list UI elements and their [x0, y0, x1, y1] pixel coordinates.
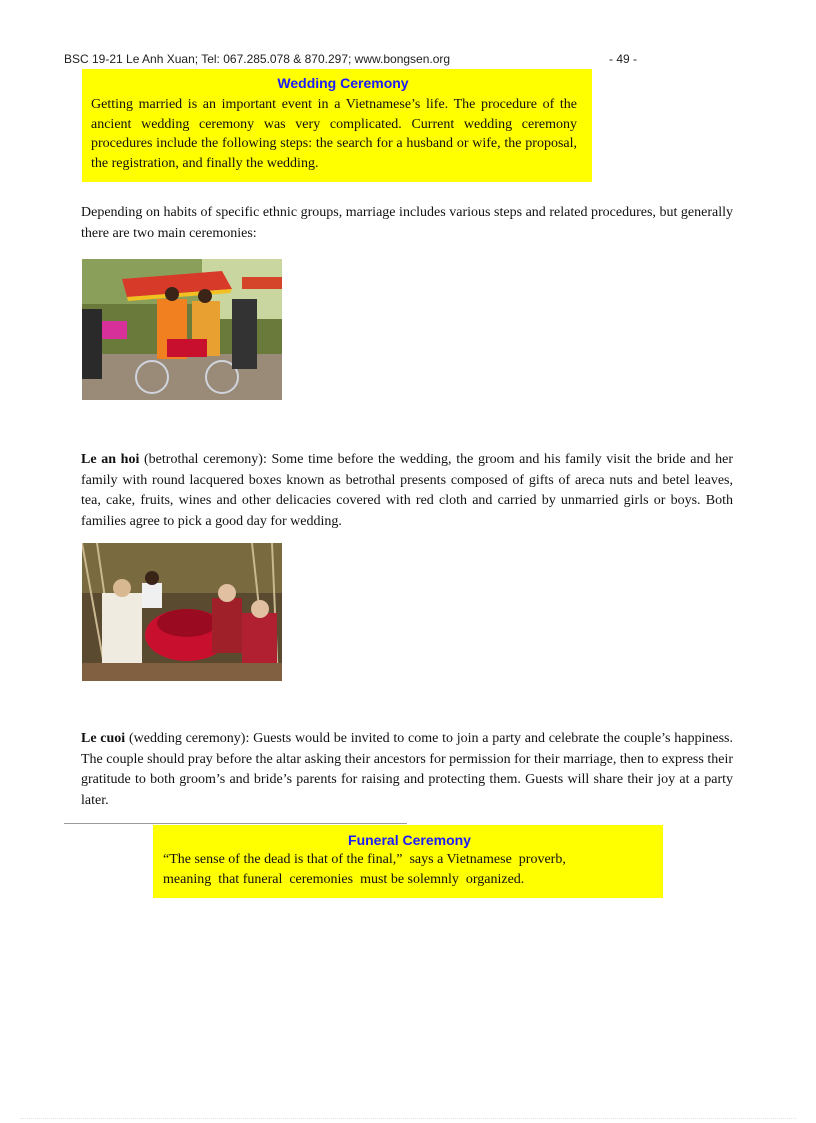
betrothal-gifts-image [82, 543, 282, 681]
page-bottom-border [20, 1118, 796, 1119]
betrothal-paragraph [81, 450, 733, 532]
betrothal-gifts-photo [82, 543, 282, 681]
betrothal-text: (betrothal ceremony): Some time before the wedding, the groom and his family visit the bride and her family with round lacquered boxes known as betrothal presents composed of gifts of areca nuts and betel leaves, tea, cake, fruits, wines and other delicacies covered with red cloth and carried by unmarried girls or boys. Both families agree to pick a good day for wedding. [81, 452, 734, 529]
intro-paragraph: Depending on habits of specific ethnic groups, marriage includes various steps and related procedures, but generally there are two main ceremonies: [81, 205, 733, 241]
wedding-ceremony-title: Wedding Ceremony [277, 75, 409, 91]
header-contact: BSC 19-21 Le Anh Xuan; Tel: 067.285.078 & 870.297; www.bongsen.org [64, 52, 451, 66]
funeral-line-2: meaning that funeral ceremonies must be solemnly organized. [163, 871, 525, 887]
wedding-ceremony-box [82, 69, 592, 182]
funeral-line-1: “The sense of the dead is that of the final,” says a Vietnamese proverb, [163, 852, 566, 867]
section-divider [64, 823, 407, 824]
wedding-party-paragraph [81, 729, 733, 811]
page-number: - 49 - [609, 52, 638, 66]
betrothal-term: Le an hoi [81, 452, 140, 467]
wedding-party-text: (wedding ceremony): Guests would be invited to come to join a party and celebrate the couple’s happiness. The couple should pray before the altar asking their ancestors for permission for their marriage, then to express their gratitude to both groom’s and bride’s parents for raising and protecting them. Guests will share their joy at a party later. [81, 731, 733, 808]
funeral-ceremony-box [153, 825, 663, 898]
wedding-ceremony-intro: Getting married is an important event in a Vietnamese’s life. The procedure of the ancient wedding ceremony was very complicated. Current wedding ceremony procedures include the following steps: the search for a husband or wife, the proposal, the registration, and finally the wedding. [91, 97, 577, 171]
wedding-party-term: Le cuoi [81, 731, 126, 746]
funeral-ceremony-intro [153, 848, 663, 889]
page-header [64, 52, 644, 66]
funeral-ceremony-title: Funeral Ceremony [348, 832, 471, 848]
cyclo-procession-photo [82, 259, 282, 400]
cyclo-procession-image [82, 259, 282, 400]
